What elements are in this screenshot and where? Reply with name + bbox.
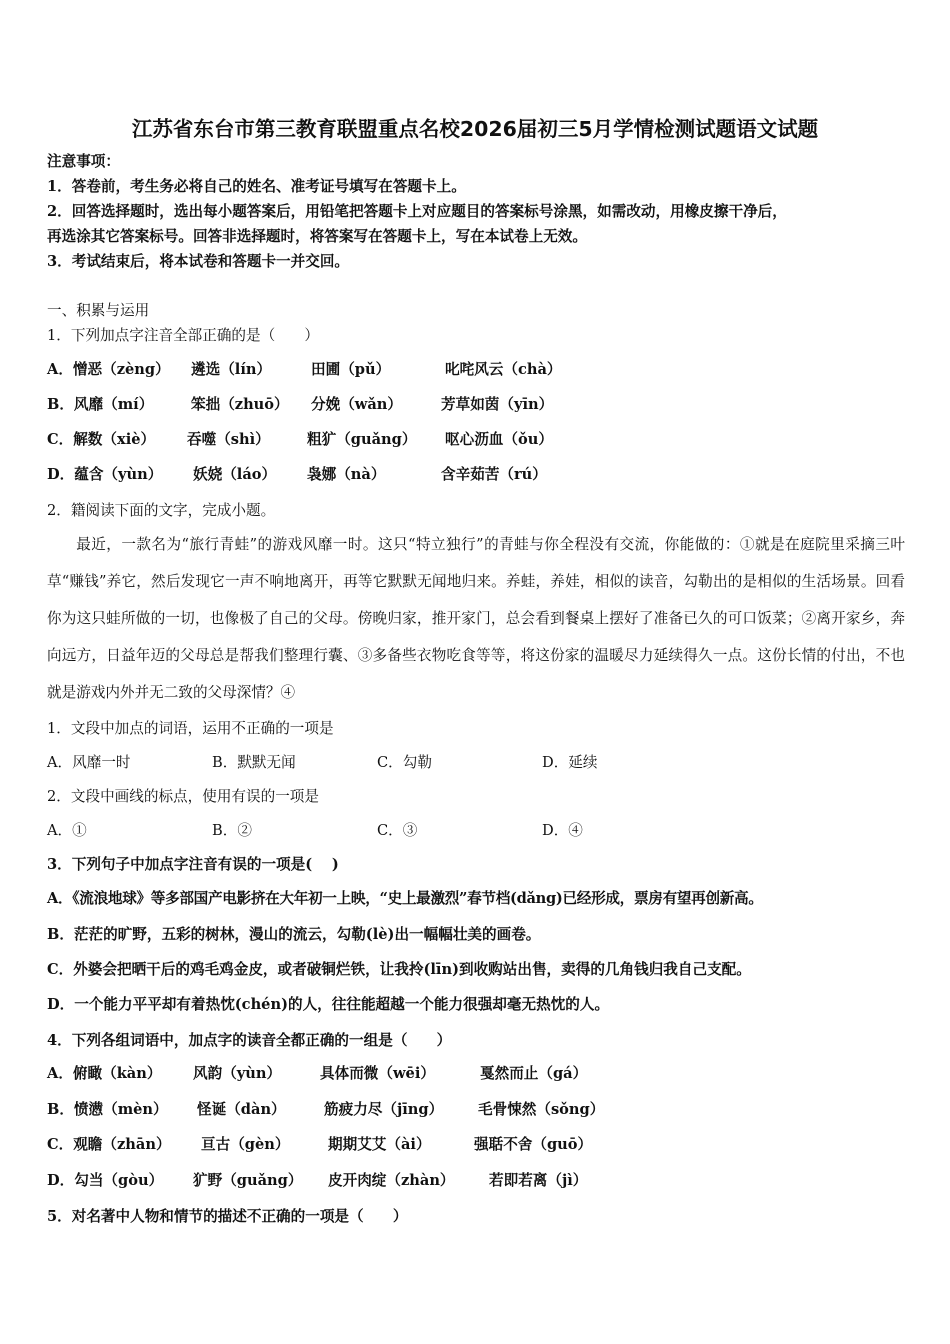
q1-option: 呕心沥血（ǒu）	[445, 431, 553, 448]
sub1-option: B．默默无闻	[212, 754, 296, 771]
q4-option: 具体而微（wēi）	[320, 1065, 435, 1082]
question-1-stem: 1．下列加点字注音全部正确的是（ ）	[47, 327, 319, 344]
notice-item: 3．考试结束后，将本试卷和答题卡一并交回。	[47, 253, 350, 270]
q4-option: B．愤懑（mèn）	[47, 1101, 168, 1118]
q4-option: D．勾当（gòu）	[47, 1172, 164, 1189]
q1-option: 袅娜（nà）	[307, 466, 386, 483]
notice-item: 再选涂其它答案标号。回答非选择题时，将答案写在答题卡上，写在本试卷上无效。	[47, 228, 587, 245]
q3-option: D．一个能力平平却有着热忱(chén)的人，往往能超越一个能力很强却毫无热忱的人。	[47, 996, 610, 1013]
q1-option: 笨拙（zhuō）	[191, 396, 289, 413]
q3-option: A．《流浪地球》等多部国产电影挤在大年初一上映，“史上最激烈”春节档(dǎng)已经形成，票房有望再创新高。	[47, 890, 763, 907]
q1-option: B．风靡（mí）	[47, 396, 154, 413]
q3-option: C．外婆会把晒干后的鸡毛鸡金皮，或者破铜烂铁，让我拎(līn)到收购站出售，卖得的几角钱归我自己支配。	[47, 961, 751, 978]
sub1-option: D．延续	[542, 754, 598, 771]
q1-option: A．憎恶（zèng）	[47, 361, 170, 378]
sub2-option: B．②	[212, 822, 252, 839]
q4-option: 期期艾艾（ài）	[328, 1136, 431, 1153]
q1-option: 田圃（pǔ）	[311, 361, 391, 378]
q1-option: C．解数（xiè）	[47, 431, 156, 448]
sub2-option: D．④	[542, 822, 583, 839]
q1-option: 叱咤风云（chà）	[445, 361, 562, 378]
q1-option: 粗犷（guǎng）	[307, 431, 417, 448]
q1-option: 分娩（wǎn）	[311, 396, 403, 413]
notice-item: 2．回答选择题时，选出每小题答案后，用铅笔把答题卡上对应题目的答案标号涂黑，如需改动，用橡皮擦干净后，	[47, 203, 787, 220]
q1-option: 遴选（lín）	[191, 361, 272, 378]
q3-option: B．茫茫的旷野，五彩的树林，漫山的流云，勾勒(lè)出一幅幅壮美的画卷。	[47, 926, 541, 943]
q1-option: 吞噬（shì）	[187, 431, 270, 448]
page-title: 江苏省东台市第三教育联盟重点名校2026届初三5月学情检测试题语文试题	[131, 117, 819, 141]
q4-option: 筋疲力尽（jīng）	[324, 1101, 444, 1118]
q1-option: 妖娆（láo）	[193, 466, 277, 483]
question-5-stem: 5．对名著中人物和情节的描述不正确的一项是（ ）	[47, 1208, 408, 1225]
q1-option: 芳草如茵（yīn）	[441, 396, 554, 413]
question-2-stem: 2．籍阅读下面的文字，完成小题。	[47, 502, 276, 519]
sub1-option: C．勾勒	[377, 754, 432, 771]
sub1-option: A．风靡一时	[47, 754, 131, 771]
q4-option: 怪诞（dàn）	[197, 1101, 286, 1118]
sub-question-1-stem: 1．文段中加点的词语，运用不正确的一项是	[47, 720, 334, 737]
question-3-stem: 3．下列句子中加点字注音有误的一项是( )	[47, 856, 339, 873]
q4-option: 皮开肉绽（zhàn）	[328, 1172, 455, 1189]
q4-option: 毛骨悚然（sǒng）	[478, 1101, 605, 1118]
question-4-stem: 4．下列各组词语中，加点字的读音全都正确的一组是（ ）	[47, 1032, 452, 1049]
reading-passage: 最近，一款名为“旅行青蛙”的游戏风靡一时。这只“特立独行”的青蛙与你全程没有交流，你能做的：①就是在庭院里采摘三叶草“赚钱”养它，然后发现它一声不响地离开，再等它默默无闻地归来。养蛙，养娃，相似的读音，勾勒出的是相似的生活场景。回看你为这只蛙所做的一切，也像极了自己的父母。傍晚归家，推开家门，总会看到餐桌上摆好了准备已久的可口饭菜；②离开家乡，奔向远方，日益年迈的父母总是帮我们整理行囊、③多备些衣物吃食等等，将这份家的温暖尽力延续得久一点。这份长情的付出，不也就是游戏内外并无二致的父母深情？④	[47, 536, 905, 701]
sub2-option: C．③	[377, 822, 418, 839]
q4-option: 风韵（yùn）	[193, 1065, 282, 1082]
q4-option: A．俯瞰（kàn）	[47, 1065, 162, 1082]
q4-option: 强聒不舍（guō）	[474, 1136, 593, 1153]
q1-option: D．蕴含（yùn）	[47, 466, 163, 483]
sub-question-2-stem: 2．文段中画线的标点，使用有误的一项是	[47, 788, 319, 805]
q4-option: 亘古（gèn）	[201, 1136, 290, 1153]
notice-item: 1．答卷前，考生务必将自己的姓名、准考证号填写在答题卡上。	[47, 178, 466, 195]
q4-option: C．观瞻（zhān）	[47, 1136, 171, 1153]
q4-option: 若即若离（jì）	[489, 1172, 588, 1189]
q4-option: 犷野（guǎng）	[193, 1172, 303, 1189]
q1-option: 含辛茹苦（rú）	[441, 466, 547, 483]
section-heading: 一、积累与运用	[47, 302, 150, 319]
notice-heading: 注意事项：	[47, 153, 120, 170]
q4-option: 戛然而止（gá）	[480, 1065, 588, 1082]
sub2-option: A．①	[47, 822, 87, 839]
